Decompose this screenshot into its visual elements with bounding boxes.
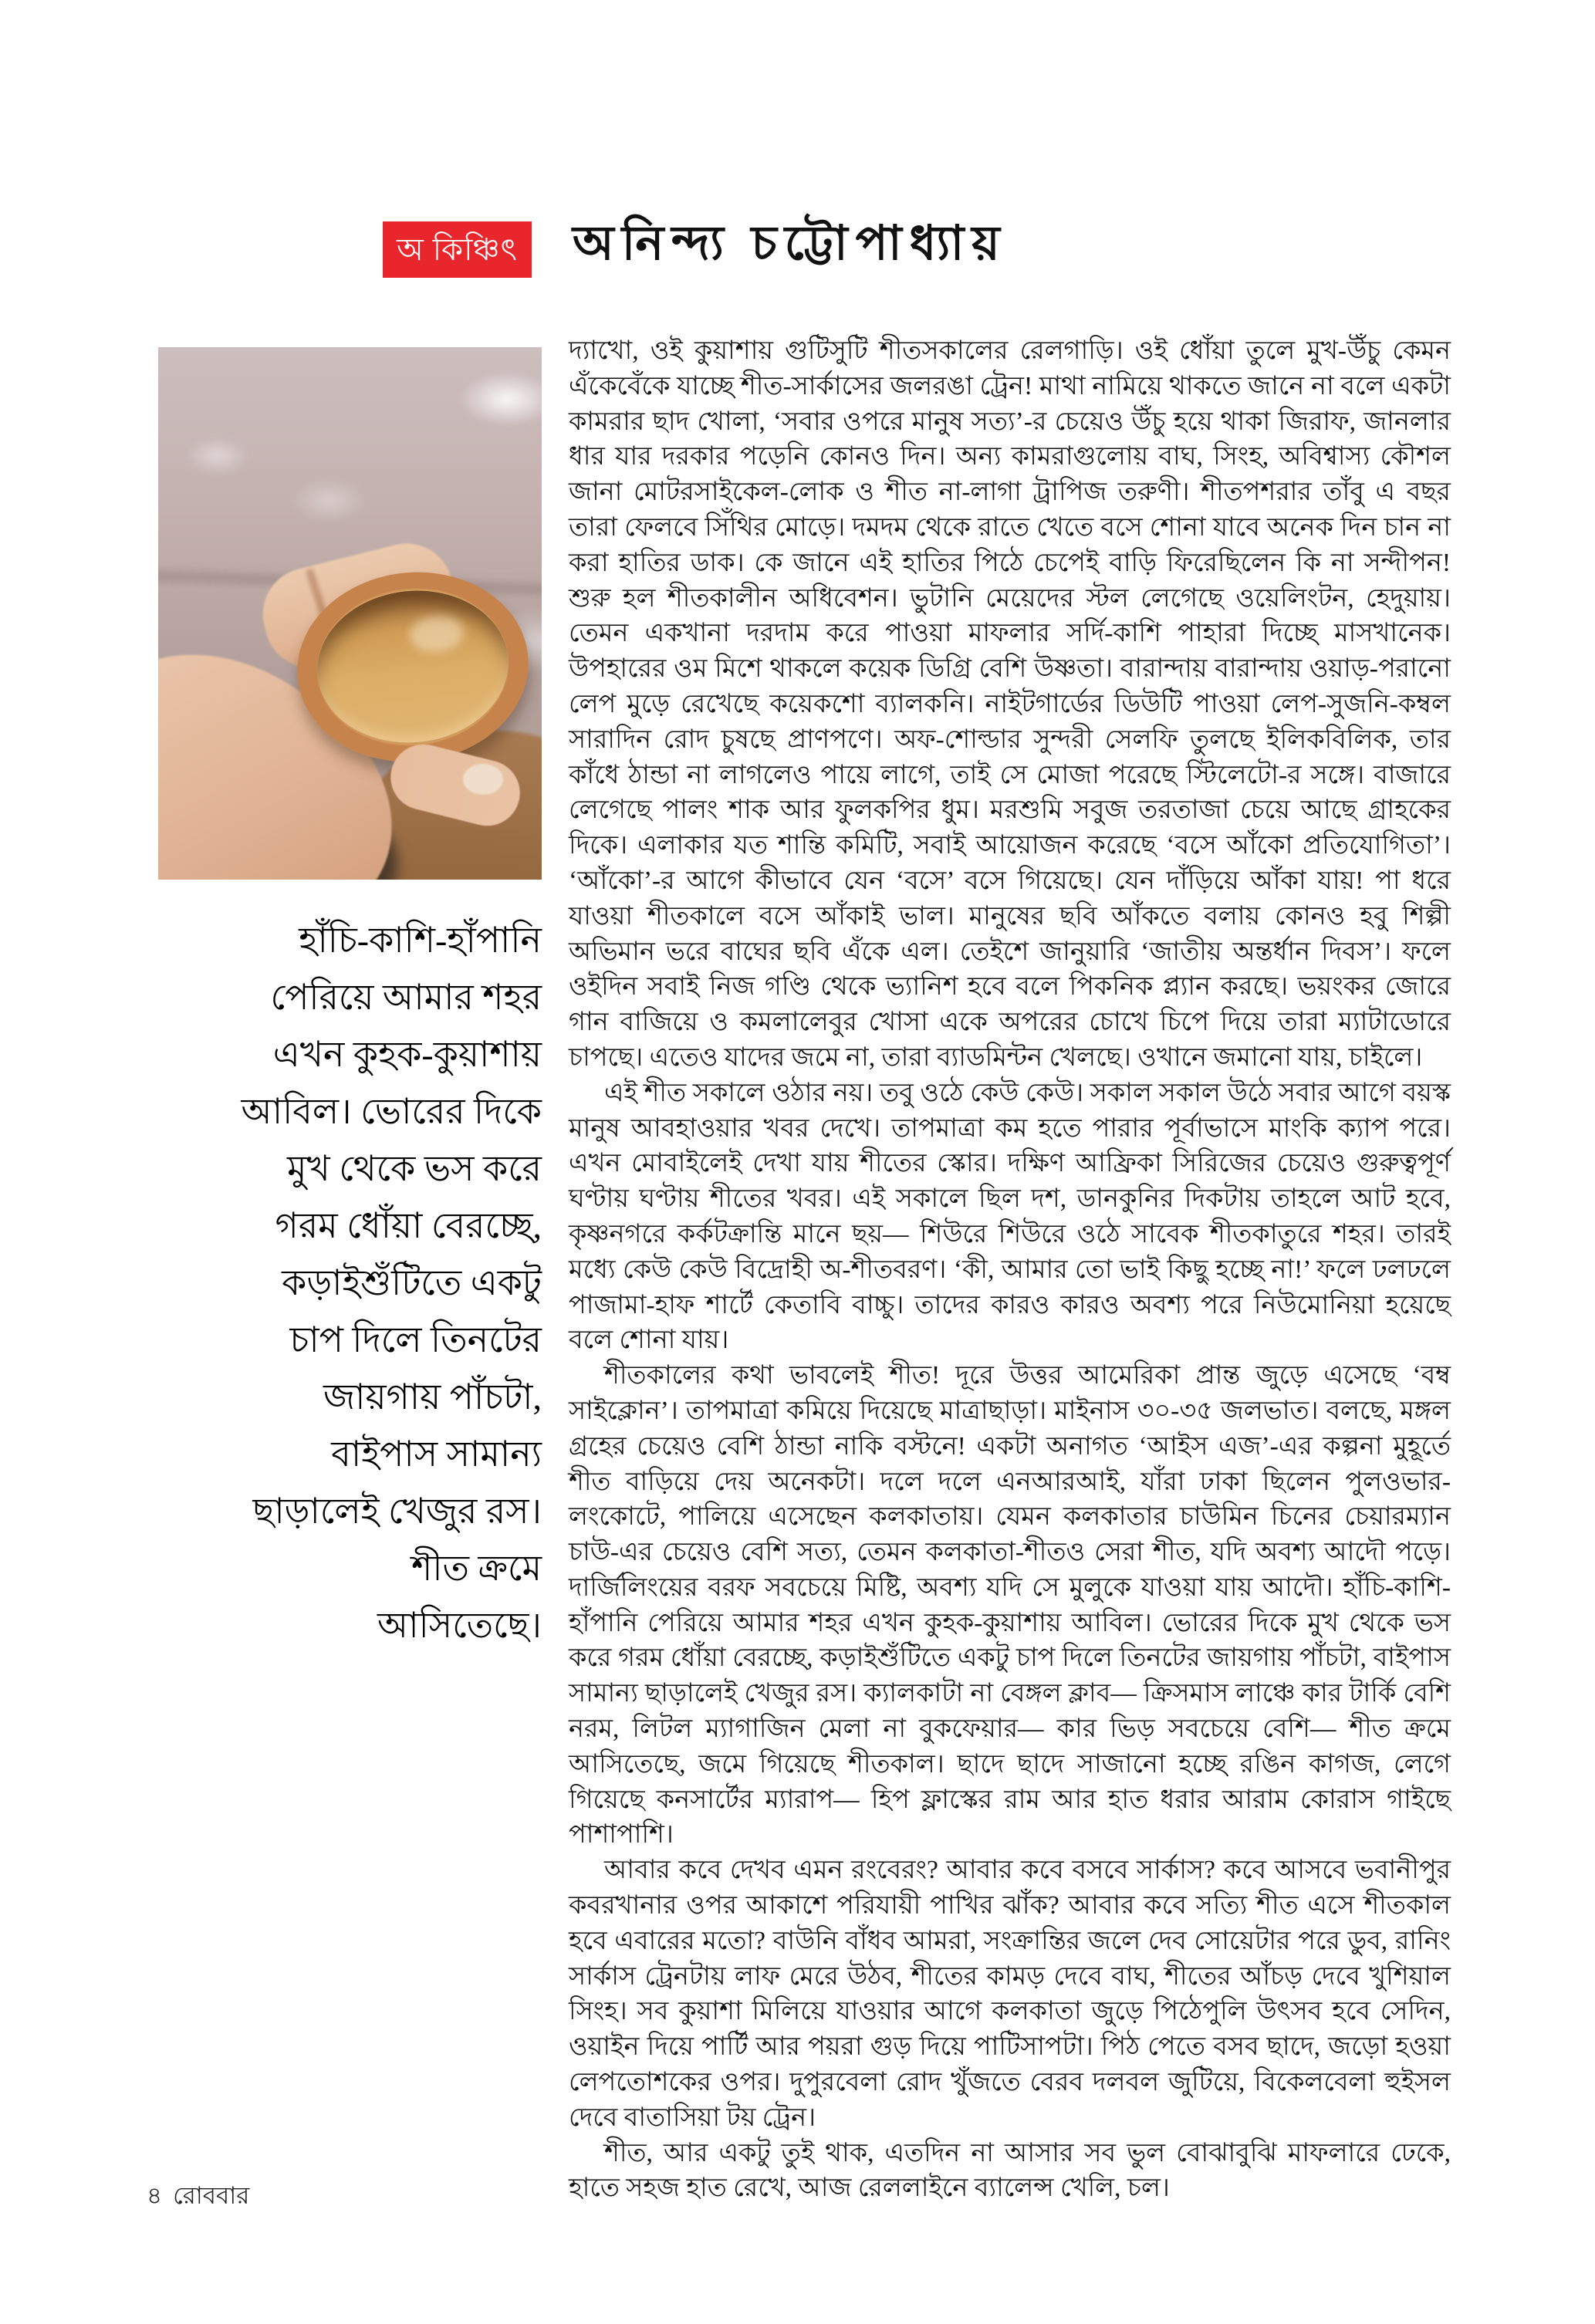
pull-quote-line: কড়াইশুঁটিতে একটু [282,1263,542,1302]
tea-cup-photo [158,347,542,880]
pull-quote-line: জায়গায় পাঁচটা, [323,1377,542,1417]
pull-quote-line: ছাড়ালেই খেজুর রস। [252,1491,542,1531]
pull-quote-line: এখন কুহক-কুয়াশায় [272,1035,542,1074]
pull-quote-line: হাঁচি-কাশি-হাঁপানি [299,920,542,960]
thumb-nail [463,764,503,795]
pull-quote-line: গরম ধোঁয়া বেরচ্ছে, [275,1206,542,1245]
article-paragraph: শীতকালের কথা ভাবলেই শীত! দূরে উত্তর আমেরিকা প্রান্ত জুড়ে এসেছে ‘বম্ব সাইক্লোন’। তাপমাত্রা কমিয়ে দিয়েছে মাত্রাছাড়া। মাইনাস ৩০-৩৫ জলভাত। বলছে, মঙ্গল গ্রহের চেয়েও বেশি ঠান্ডা নাকি বস্টনে! একটা অনাগত ‘আইস এজ’-এর কল্পনা মুহূর্তে শীত বাড়িয়ে দেয় অনেকটা। দলে দলে এনআরআই, যাঁরা ঢাকা ছিলেন পুলওভার-লংকোটে, পালিয়ে এসেছেন কলকাতায়। যেমন কলকাতার চাউমিন চিনের চেয়ারম্যান চাউ-এর চেয়েও বেশি সত্য, তেমন কলকাতা-শীতও সেরা শীত, যদি অবশ্য আদৌ পড়ে। দার্জিলিংয়ের বরফ সবচেয়ে মিষ্টি, অবশ্য যদি সে মুলুকে যাওয়া যায় আদৌ। হাঁচি-কাশি-হাঁপানি পেরিয়ে আমার শহর এখন কুহক-কুয়াশায় আবিল। ভোরের দিকে মুখ থেকে ভস করে গরম ধোঁয়া বেরচ্ছে, কড়াইশুঁটিতে একটু চাপ দিলে তিনটের জায়গায় পাঁচটা, বাইপাস সামান্য ছাড়ালেই খেজুর রস। ক্যালকাটা না বেঙ্গল ক্লাব— ক্রিসমাস লাঞ্চে কার টার্কি বেশি নরম, লিটল ম্যাগাজিন মেলা না বুকফেয়ার— কার ভিড় সবচেয়ে বেশি— শীত ক্রমে আসিতেছে, জমে গিয়েছে শীতকাল। ছাদে ছাদে সাজানো হচ্ছে রঙিন কাগজ, লেগে গিয়েছে কনসার্টের ম্যারাপ— হিপ ফ্লাস্কের রাম আর হাত ধরার আরাম কোরাস গাইছে পাশাপাশি। [569,1361,1451,1849]
article-paragraph: আবার কবে দেখব এমন রংবেরং? আবার কবে বসবে সার্কাস? কবে আসবে ভবানীপুর কবরখানার ওপর আকাশে পরিযায়ী পাখির ঝাঁক? আবার কবে সত্যি শীত এসে শীতকাল হবে এবারের মতো? বাউনি বাঁধব আমরা, সংক্রান্তির জলে দেব সোয়েটার পরে ডুব, রানিং সার্কাস ট্রেনটায় লাফ মেরে উঠব, শীতের কামড় দেবে বাঘ, শীতের আঁচড় দেবে খুশিয়াল সিংহ। সব কুয়াশা মিলিয়ে যাওয়ার আগে কলকাতা জুড়ে পিঠেপুলি উৎসব হবে সেদিন, ওয়াইন দিয়ে পার্টি আর পয়রা গুড় দিয়ে পাটিসাপটা। পিঠ পেতে বসব ছাদে, জড়ো হওয়া লেপতোশকের ওপর। দুপুরবেলা রোদ খুঁজতে বেরব দলবল জুটিয়ে, বিকেলবেলা হুইসল দেবে বাতাসিয়া টয় ট্রেন। [569,1856,1451,2132]
pull-quote-line: আসিতেছে। [377,1606,542,1645]
pull-quote-line: শীত ক্রমে [411,1549,542,1588]
article-paragraph: এই শীত সকালে ওঠার নয়। তবু ওঠে কেউ কেউ। সকাল সকাল উঠে সবার আগে বয়স্ক মানুষ আবহাওয়ার খবর দেখে। তাপমাত্রা কম হতে পারার পূর্বাভাসে মাংকি ক্যাপ পরে। এখন মোবাইলেই দেখা যায় শীতের স্কোর। দক্ষিণ আফ্রিকা সিরিজের চেয়েও গুরুত্বপূর্ণ ঘণ্টায় ঘণ্টায় শীতের খবর। এই সকালে ছিল দশ, ডানকুনির দিকটায় তাহলে আট হবে, কৃষ্ণনগরে কর্কটক্রান্তি মানে ছয়— শিউরে শিউরে ওঠে সাবেক শীতকাতুরে শহর। তারই মধ্যে কেউ কেউ বিদ্রোহী অ-শীতবরণ। ‘কী, আমার তো ভাই কিছু হচ্ছে না!’ ফলে ঢলঢলে পাজামা-হাফ শার্টে কেতাবি বাচ্চু। তাদের কারও কারও অবশ্য পরে নিউমোনিয়া হয়েছে বলে শোনা যায়। [569,1078,1451,1355]
pull-quote [158,912,542,1654]
page-number: ৪ [147,2182,163,2209]
pull-quote-line: পেরিয়ে আমার শহর [270,978,542,1017]
pull-quote-line: আবিল। ভোরের দিকে [241,1092,542,1131]
article-paragraph: শীত, আর একটু তুই থাক, এতদিন না আসার সব ভুল বোঝাবুঝি মাফলারে ঢেকে, হাতে সহজ হাত রেখে, আজ রেললাইনে ব্যালেন্স খেলি, চল। [569,2138,1451,2203]
author-name: অনিন্দ্য চট্টোপাধ্যায় [573,218,1008,270]
page-footer [147,2177,249,2218]
pull-quote-line: মুখ থেকে ভস করে [286,1149,542,1188]
section-kicker-badge [383,221,532,278]
article-body [569,333,1451,2206]
section-name: রোববার [173,2182,250,2209]
pull-quote-line: চাপ দিলে তিনটের [289,1320,542,1360]
pull-quote-line: বাইপাস সামান্য [331,1434,542,1474]
kicker-label: অ কিঞ্চিৎ [397,231,518,267]
tea-surface [309,582,515,752]
article-paragraph: দ্যাখো, ওই কুয়াশায় গুটিসুটি শীতসকালের রেলগাড়ি। ওই ধোঁয়া তুলে মুখ-উঁচু কেমন এঁকেবেঁকে যাচ্ছে শীত-সার্কাসের জলরঙা ট্রেন! মাথা নামিয়ে থাকতে জানে না বলে একটা কামরার ছাদ খোলা, ‘সবার ওপরে মানুষ সত্য’-র চেয়েও উঁচু হয়ে থাকা জিরাফ, জানলার ধার যার দরকার পড়েনি কোনও দিন। অন্য কামরাগুলোয় বাঘ, সিংহ, অবিশ্বাস্য কৌশল জানা মোটরসাইকেল-লোক ও শীত না-লাগা ট্রাপিজ তরুণী। শীতপশরার তাঁবু এ বছর তারা ফেলবে সিঁথির মোড়ে। দমদম থেকে রাতে খেতে বসে শোনা যাবে অনেক দিন চান না করা হাতির ডাক। কে জানে এই হাতির পিঠে চেপেই বাড়ি ফিরেছিলেন কি না সন্দীপন! শুরু হল শীতকালীন অধিবেশন। ভুটানি মেয়েদের স্টল লেগেছে ওয়েলিংটন, হেদুয়ায়। তেমন একখানা দরদাম করে পাওয়া মাফলার সর্দি-কাশি পাহারা দিচ্ছে মাসখানেক। উপহারের ওম মিশে থাকলে কয়েক ডিগ্রি বেশি উষ্ণতা। বারান্দায় বারান্দায় ওয়াড়-পরানো লেপ মুড়ে রেখেছে কয়েকশো ব্যালকনি। নাইটগার্ডের ডিউটি পাওয়া লেপ-সুজনি-কম্বল সারাদিন রোদ চুষছে প্রাণপণে। অফ-শোল্ডার সুন্দরী সেলফি তুলছে ইলিকবিলিক, তার কাঁধে ঠান্ডা না লাগলেও পায়ে লাগে, তাই সে মোজা পরেছে স্টিলেটো-র সঙ্গে। বাজারে লেগেছে পালং শাক আর ফুলকপির ধুম। মরশুমি সবুজ তরতাজা চেয়ে আছে গ্রাহকের দিকে। এলাকার যত শান্তি কমিটি, সবাই আয়োজন করেছে ‘বসে আঁকো প্রতিযোগিতা’। ‘আঁকো’-র আগে কীভাবে যেন ‘বসে’ বসে গিয়েছে। যেন দাঁড়িয়ে আঁকা যায়! পা ধরে যাওয়া শীতকালে বসে আঁকাই ভাল। মানুষের ছবি আঁকতে বলায় কোনও হবু শিল্পী অভিমান ভরে বাঘের ছবি এঁকে এল। তেইশে জানুয়ারি ‘জাতীয় অন্তর্ধান দিবস’। ফলে ওইদিন সবাই নিজ গণ্ডি থেকে ভ্যানিশ হবে বলে পিকনিক প্ল্যান করছে। ভয়ংকর জোরে গান বাজিয়ে ও কমলালেবুর খোসা একে অপরের চোখে চিপে দিয়ে তারা ম্যাটাডোরে চাপছে। এতেও যাদের জমে না, তারা ব্যাডমিন্টন খেলছে। ওখানে জমানো যায়, চাইলে। [569,336,1451,1072]
